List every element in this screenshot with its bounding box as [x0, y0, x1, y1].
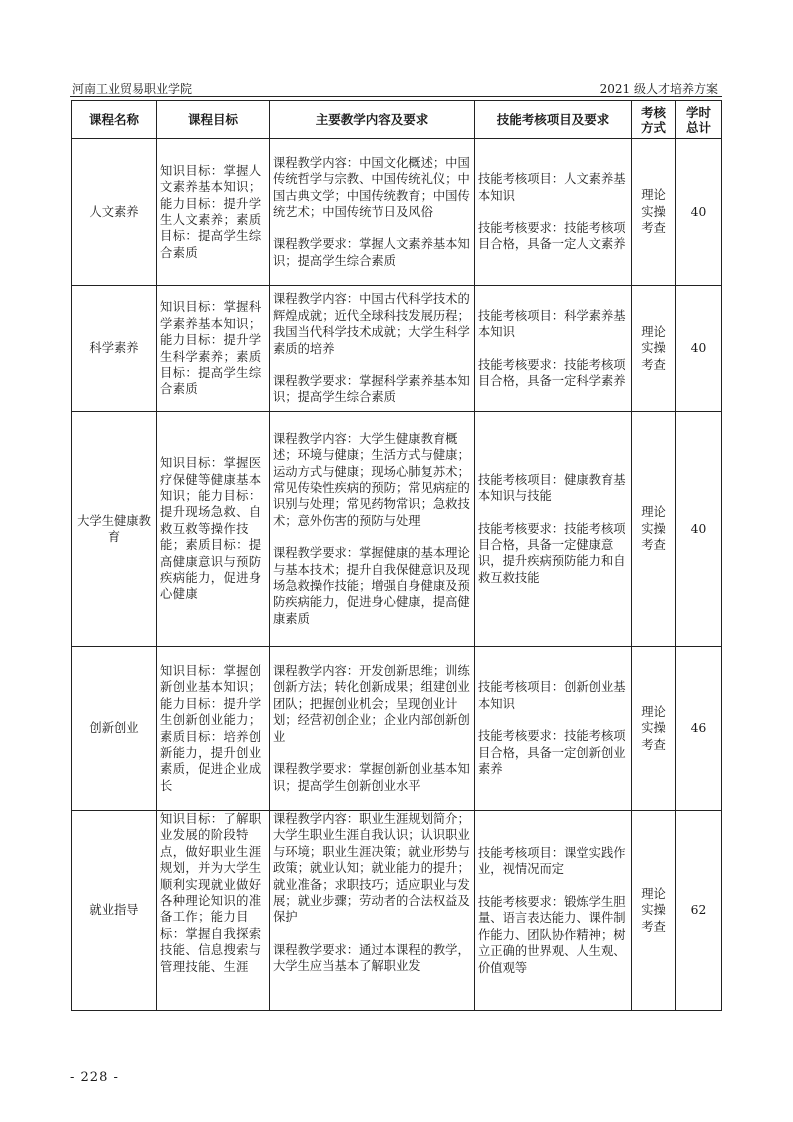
- table-row: [72, 647, 722, 811]
- teaching-content: 课程教学内容：中国文化概述；中国传统哲学与宗教、中国传统礼仪；中国古典文学；中国传统教育；中国传统艺术；中国传统节日及风俗: [273, 155, 470, 219]
- course-goal: 知识目标：掌握科学素养基本知识；能力目标：提升学生科学素养；素质目标：提高学生综合素质: [157, 286, 270, 412]
- assessment-method: 理论 实操 考查: [632, 811, 676, 1011]
- skill-item: 技能考核项目：创新创业基本知识: [478, 680, 626, 711]
- skill-item: 技能考核项目：科学素养基本知识: [478, 308, 626, 340]
- skill-cell: [475, 412, 632, 647]
- course-name: 人文素养: [72, 139, 157, 286]
- table-row: [72, 811, 722, 1011]
- course-goal: 知识目标：掌握医疗保健等健康基本知识；能力目标：提升现场急救、自救互救等操作技能；素质目标：提高健康意识与预防疾病能力，促进身心健康: [157, 412, 270, 647]
- table-row: [72, 286, 722, 412]
- total-hours: 40: [676, 286, 722, 412]
- skill-cell: [475, 811, 632, 1011]
- course-name: 大学生健康教育: [72, 412, 157, 647]
- skill-requirement: 技能考核要求：锻炼学生胆量、语言表达能力、课件制作能力、团队协作精神；树立正确的世界观、人生观、价值观等: [478, 894, 626, 975]
- column-header-method: 考核 方式: [632, 101, 676, 139]
- page-number: - 228 -: [70, 1070, 119, 1085]
- total-hours: 40: [676, 139, 722, 286]
- skill-cell: [475, 139, 632, 286]
- document-title: 2021 级人才培养方案: [599, 82, 718, 96]
- teaching-content: 课程教学内容：中国古代科学技术的辉煌成就；近代全球科技发展历程；我国当代科学技术成就；大学生科学素质的培养: [273, 292, 470, 356]
- course-content-cell: [270, 139, 475, 286]
- column-header-course-name: 课程名称: [72, 101, 157, 139]
- course-name: 创新创业: [72, 647, 157, 811]
- teaching-requirement: 课程教学要求：掌握健康的基本理论与基本技术；提升自我保健意识及现场急救操作技能；增强自身健康及预防疾病能力，促进身心健康，提高健康素质: [273, 546, 470, 626]
- course-content-cell: [270, 286, 475, 412]
- teaching-requirement: 课程教学要求：掌握科学素养基本知识；提高学生综合素质: [273, 373, 470, 405]
- skill-requirement: 技能考核要求：技能考核项目合格，具备一定科学素养: [478, 357, 626, 388]
- assessment-method: 理论 实操 考查: [632, 412, 676, 647]
- header-divider: [70, 96, 722, 97]
- skill-cell: [475, 647, 632, 811]
- course-content-cell: [270, 647, 475, 811]
- skill-requirement: 技能考核要求：技能考核项目合格，具备一定人文素养: [478, 221, 626, 252]
- table-row: [72, 412, 722, 647]
- course-name: 就业指导: [72, 811, 157, 1011]
- skill-item: 技能考核项目：课堂实践作业，视情况而定: [478, 846, 626, 877]
- teaching-content: 课程教学内容：大学生健康教育概述；环境与健康；生活方式与健康；运动方式与健康；现场心肺复苏术；常见传染性疾病的预防；常见病症的识别与处理；常见药物常识；急救技术；意外伤害的预防与处理: [273, 431, 470, 528]
- column-header-hours: 学时 总计: [676, 101, 722, 139]
- table-header-row: [72, 101, 722, 139]
- column-header-course-goal: 课程目标: [157, 101, 270, 139]
- column-header-skill-assessment: 技能考核项目及要求: [475, 101, 632, 139]
- assessment-method: 理论 实操 考查: [632, 647, 676, 811]
- teaching-requirement: 课程教学要求：通过本课程的教学，大学生应当基本了解职业发: [273, 942, 470, 974]
- teaching-content: 课程教学内容：开发创新思维；训练创新方法；转化创新成果；组建创业团队；把握创业机会；呈现创业计划；经营初创企业；企业内部创新创业: [273, 664, 470, 744]
- course-table: [71, 100, 722, 1011]
- course-goal: 知识目标：掌握创新创业基本知识；能力目标：提升学生创新创业能力；素质目标：培养创新能力，提升创业素质，促进企业成长: [157, 647, 270, 811]
- course-goal: 知识目标：掌握人文素养基本知识；能力目标：提升学生人文素养；素质目标：提高学生综合素质: [157, 139, 270, 286]
- course-content-cell: [270, 811, 475, 1011]
- skill-requirement: 技能考核要求：技能考核项目合格，具备一定健康意识，提升疾病预防能力和自救互救技能: [478, 521, 626, 585]
- skill-requirement: 技能考核要求：技能考核项目合格，具备一定创新创业素养: [478, 729, 626, 777]
- course-goal: 知识目标：了解职业发展的阶段特点，做好职业生涯规划，并为大学生顺利实现就业做好各种理论知识的准备工作；能力目标：掌握自我探索技能、信息搜索与管理技能、生涯: [157, 811, 270, 1011]
- course-content-cell: [270, 412, 475, 647]
- skill-item: 技能考核项目：人文素养基本知识: [478, 172, 626, 203]
- assessment-method: 理论 实操 考查: [632, 139, 676, 286]
- teaching-content: 课程教学内容：职业生涯规划简介；大学生职业生涯自我认识；认识职业与环境；职业生涯决策；就业形势与政策；就业认知；就业能力的提升；就业准备；求职技巧；适应职业与发展；就业步骤；劳动者的合法权益及保护: [273, 812, 470, 925]
- column-header-content: 主要教学内容及要求: [270, 101, 475, 139]
- total-hours: 46: [676, 647, 722, 811]
- skill-item: 技能考核项目：健康教育基本知识与技能: [478, 472, 626, 504]
- school-name: 河南工业贸易职业学院: [72, 82, 193, 96]
- skill-cell: [475, 286, 632, 412]
- total-hours: 62: [676, 811, 722, 1011]
- teaching-requirement: 课程教学要求：掌握创新创业基本知识；提高学生创新创业水平: [273, 762, 470, 793]
- total-hours: 40: [676, 412, 722, 647]
- table-row: [72, 139, 722, 286]
- course-name: 科学素养: [72, 286, 157, 412]
- teaching-requirement: 课程教学要求：掌握人文素养基本知识；提高学生综合素质: [273, 237, 470, 268]
- assessment-method: 理论 实操 考查: [632, 286, 676, 412]
